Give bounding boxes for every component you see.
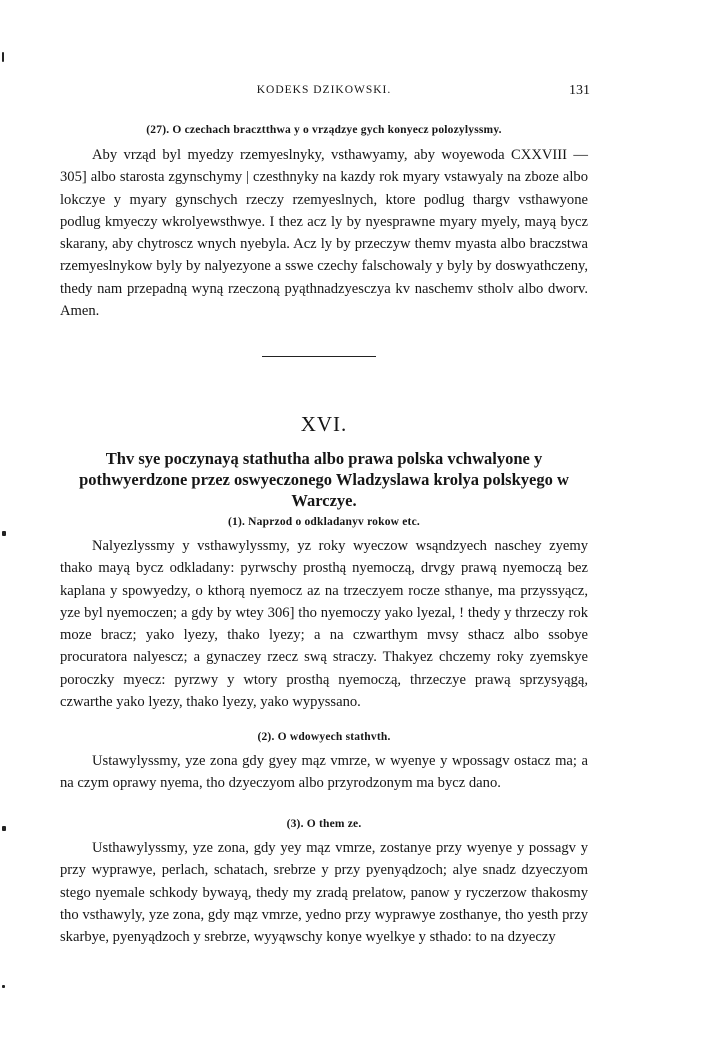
margin-mark [2, 531, 6, 536]
section-divider [262, 356, 376, 357]
margin-mark [2, 52, 4, 62]
article-3-text: Usthawylyssmy, yze zona, gdy yey mąz vmrze, zostanye przy wyenye y possagv y przy wyprawye, perlach, schatach, srebrze y przy pyenyądzoch; alye snadz dzyeczyom stego nyemale schkody bywayą, thedy my zradą prelatow, panow y ryczerzow thakosmy tho vsthawyly, yze zona, gdy mąz vmrze, yedno przy wyprawye zosthanye, tho yesth przy skarbye, pyenyądzoch y srebrze, wyyąwschy konye wyelkye y sthado: to na dzyeczy [60, 840, 588, 946]
article-2-body [60, 750, 588, 795]
article-1-heading: (1). Naprzod o odkladanyv rokow etc. [228, 516, 420, 528]
article-3-body [60, 837, 588, 948]
chapter-title: Thv sye poczynayą stathutha albo prawa polska vchwalyone y pothwyerdzone przez oswyeczonego Wladzyslawa krolya polskyego w Warczye. [79, 449, 569, 510]
page-number: 131 [569, 83, 590, 98]
article-27-heading: (27). O czechach bracztthwa y o vrządzye gych konyecz polozylyssmy. [146, 124, 502, 136]
running-header [60, 84, 588, 104]
article-2-heading: (2). O wdowyech stathvth. [257, 731, 391, 743]
chapter-number: XVI. [300, 412, 348, 436]
margin-mark [2, 985, 5, 988]
article-27-text: Aby vrząd byl myedzy rzemyeslnyky, vsthawyamy, aby woyewoda CXXVIII — 305] albo starosta zgynschymy | czesthnyky na kazdy rok myary vstawyaly na zboze albo lokczye y myary gynschych rzeczy rzemyeslnych, ktore podlug thargv vsthawyone podlug kmyeczy wkrolyewsthwye. I thez acz ly by nyesprawne myary myely, mayą bycz skarany, aby chytroscz wnych nyebyla. Acz ly by przeczyw themv myasta albo braczstwa rzemyeslnykow byly by nalyezyone a sswe czechy falschowaly y byly by doswyathczeny, thedy nam przepadną wyną rzeczoną pyąthnadzyesczya kv naschemv stholv albo dworv. Amen. [60, 147, 588, 320]
running-header-title: KODEKS DZIKOWSKI. [256, 84, 392, 96]
article-27-body [60, 144, 588, 322]
margin-mark [2, 826, 6, 831]
article-1-body [60, 535, 588, 713]
article-1-text: Nalyezlyssmy y vsthawylyssmy, yz roky wyeczow wsąndzyech naschey zyemy thako mayą bycz odkladany: pyrwschy prosthą nyemoczą, drvgy prawą nyemoczą bez kaplana y spowyedzy, o kthorą nyemocz az na trzeczyem rocze sthanye, ma przyssyącz, yze byl nyemoczen; a gdy by wtey 306] tho nyemoczy yako lyezal, ! thedy y thrzeczy rok moze bracz; yako lyezy, thako lyezy; a na czwarthym mvsy sthacz albo ssobye procuratora nalyescz; a gynaczey rzecz swą straczy. Thakyez chczemy roky zyemskye poroczky myecz: pyrzwy y wtory prosthą nyemoczą, thrzeczye prawą sprzysyągą, czwarthe yako lyezy, thako lyezy, yako wypyssano. [60, 538, 588, 711]
article-2-text: Ustawylyssmy, yze zona gdy gyey mąz vmrze, w wyenye y wpossagv ostacz ma; a na czym oprawy nyema, tho dzyeczyom albo przyrodzonym ma bycz dano. [60, 753, 588, 792]
article-3-heading: (3). O them ze. [286, 818, 362, 830]
